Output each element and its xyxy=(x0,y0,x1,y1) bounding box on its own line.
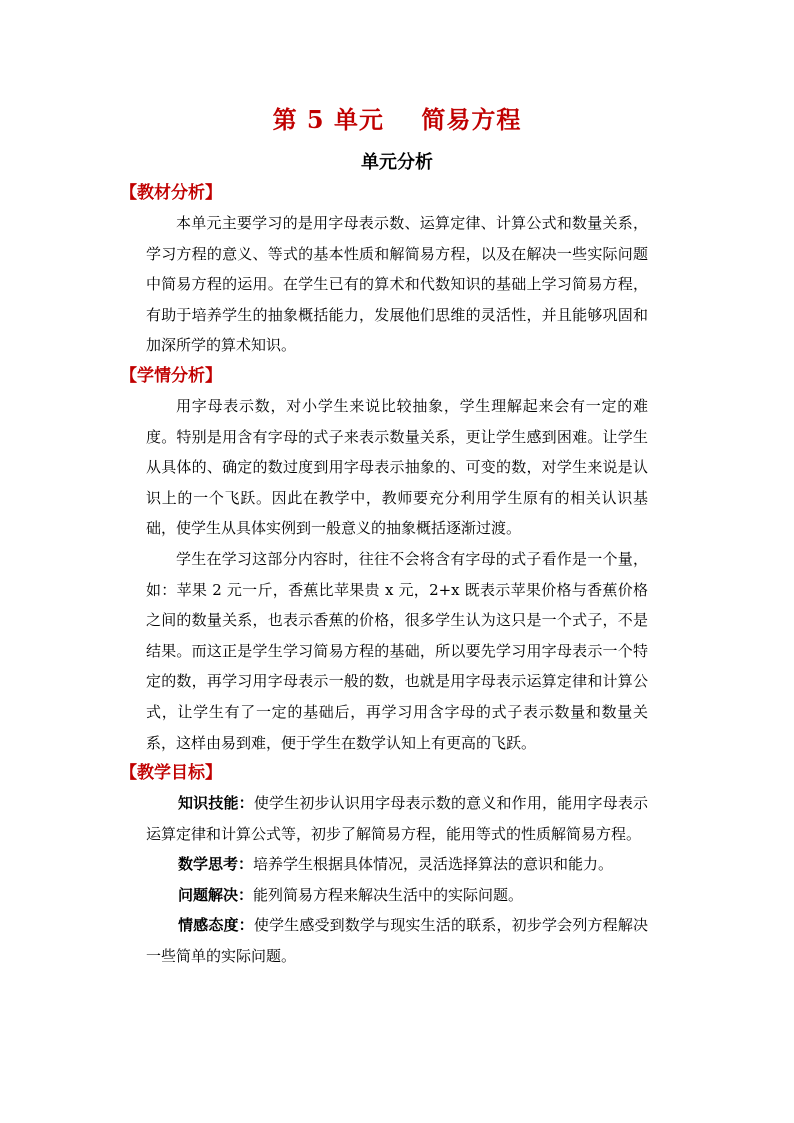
goal-label: 问题解决： xyxy=(178,885,254,904)
paragraph-learners-1: 用字母表示数，对小学生来说比较抽象，学生理解起来会有一定的难度。特别是用含有字母的式子来表示数量关系，更让学生感到困难。让学生从具体的、确定的数过度到用字母表示抽象的、可变的数，对学生来说是认识上的一个飞跃。因此在教学中，教师要充分利用学生原有的相关认识基础，使学生从具体实例到一般意义的抽象概括逐渐过渡。 xyxy=(146,396,648,538)
goal-math-thinking xyxy=(128,849,648,880)
goal-text: 能列简易方程来解决生活中的实际问题。 xyxy=(253,885,524,904)
goal-label: 数学思考： xyxy=(178,855,254,874)
section-heading-learners: 【学情分析】 xyxy=(120,365,222,386)
goal-knowledge-skills xyxy=(128,788,648,849)
goal-label: 情感态度： xyxy=(178,916,254,935)
goal-text: 使学生初步认识用字母表示数的意义和作用，能用字母表示运算定律和计算公式等，初步了解简易方程，能用等式的性质解简易方程。 xyxy=(146,794,648,843)
page-subtitle: 单元分析 xyxy=(361,152,433,173)
paragraph-learners-2: 学生在学习这部分内容时，往往不会将含有字母的式子看作是一个量，如：苹果 2 元一斤，香蕉比苹果贵 x 元，2+x 既表示苹果价格与香蕉价格之间的数量关系，也表示香蕉的价格，很多学生认为这只是一个式子，不是结果。而这正是学生学习简易方程的基础，所以要先学习用字母表示一个特定的数，再学习用字母表示一般的数，也就是用字母表示运算定律和计算公式，让学生有了一定的基础后，再学习用含字母的式子表示数量和数量关系，这样由易到难，便于学生在数学认知上有更高的飞跃。 xyxy=(146,549,648,752)
paragraph-material-1: 本单元主要学习的是用字母表示数、运算定律、计算公式和数量关系，学习方程的意义、等式的基本性质和解简易方程，以及在解决一些实际问题中简易方程的运用。在学生已有的算术和代数知识的基础上学习简易方程，有助于培养学生的抽象概括能力，发展他们思维的灵活性，并且能够巩固和加深所学的算术知识。 xyxy=(146,214,648,355)
section-heading-goals: 【教学目标】 xyxy=(120,763,222,784)
goal-text: 培养学生根据具体情况，灵活选择算法的意识和能力。 xyxy=(253,855,614,874)
goal-text: 使学生感受到数学与现实生活的联系，初步学会列方程解决一些简单的实际问题。 xyxy=(146,916,648,966)
goal-attitude xyxy=(128,910,648,971)
goal-problem-solving xyxy=(128,880,648,911)
goal-label: 知识技能： xyxy=(178,794,254,813)
document-body xyxy=(120,178,648,972)
section-heading-material: 【教材分析】 xyxy=(120,183,222,203)
page-title: 第 5 单元 简易方程 xyxy=(272,105,522,134)
